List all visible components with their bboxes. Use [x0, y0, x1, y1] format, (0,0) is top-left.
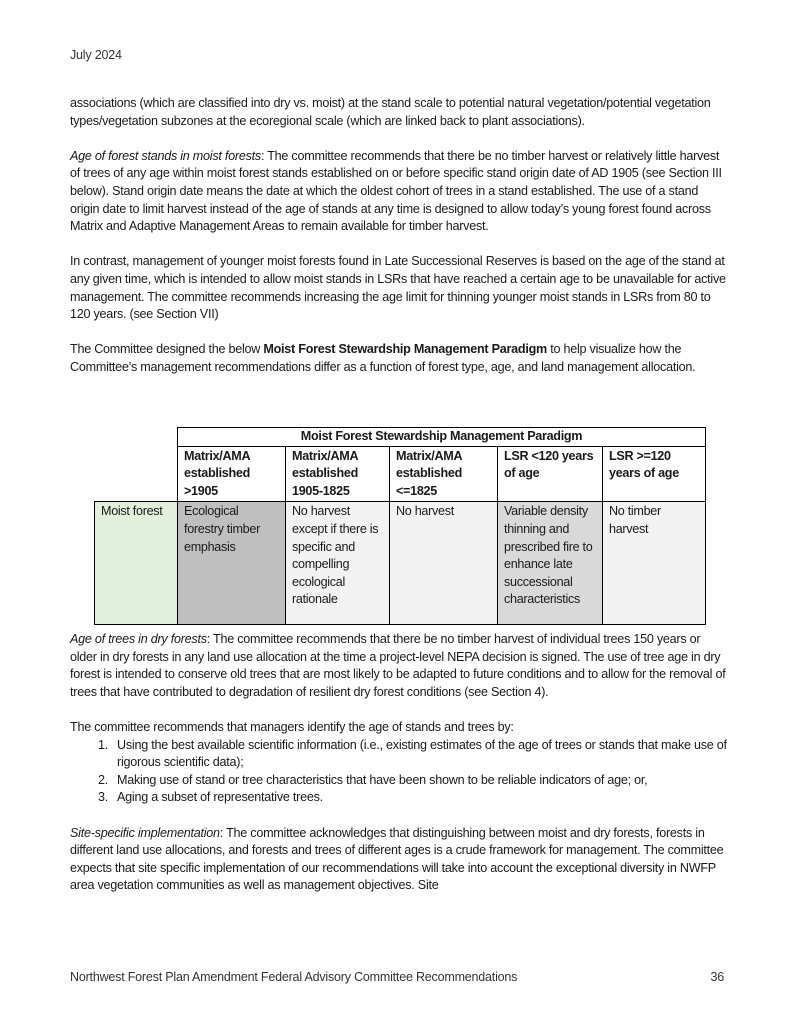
table-title: Moist Forest Stewardship Management Paradigm [178, 428, 706, 447]
paragraph-paradigm-intro: The Committee designed the below Moist Forest Stewardship Management Paradigm to help visualize how the Committee’s management recommendations differ as a function of forest type, age, and land management allocation. [70, 342, 696, 374]
table-title-row [95, 428, 706, 447]
column-header: Matrix/AMA established >1905 [178, 446, 286, 502]
page-footer [70, 970, 724, 984]
paragraph-lead-moist-stand-age: Age of forest stands in moist forests [70, 148, 261, 163]
list-item: 2. Making use of stand or tree characteristics that have been shown to be reliable indicators of age; or, [98, 772, 648, 787]
paradigm-table-wrapper [94, 427, 706, 625]
paragraph-identify-age: The committee recommends that managers identify the age of stands and trees by: [70, 719, 514, 734]
table-cell: No harvest [390, 502, 498, 625]
table-cell: No timber harvest [603, 502, 706, 625]
paragraph-moist-stand-age: Age of forest stands in moist forests: The committee recommends that there be no timber harvest or relatively little harvest of trees of any age within moist forest stands established on or before specific stand origin date of AD 1905 (see Section III below). Stand origin date means the date at which the oldest cohort of trees in a stand established. The use of a stand origin date to limit harvest instead of the age of stands at any time is designed to allow today’s young forest found across Matrix and Adaptive Management Areas to remain available for timber harvest. [70, 148, 722, 234]
list-item: 1. Using the best available scientific information (i.e., existing estimates of the age of trees or stands that make use of rigorous scientific data); [98, 737, 727, 770]
paragraph-lsr-management: In contrast, management of younger moist forests found in Late Successional Reserves is based on the age of the stand at any given time, which is intended to allow moist stands in LSRs that have reached a certain age to be unavailable for active management. The committee recommends increasing the age limit for thinning younger moist stands in LSRs from 80 to 120 years. (see Section VII) [70, 254, 726, 322]
header-date: July 2024 [70, 48, 122, 62]
table-cell: Variable density thinning and prescribed fire to enhance late successional characteristics [498, 502, 603, 625]
body-text [70, 95, 730, 394]
table-cell: No harvest except if there is specific and compelling ecological rationale [286, 502, 390, 625]
page-number: 36 [710, 970, 724, 984]
row-label: Moist forest [95, 502, 178, 625]
paradigm-table [94, 427, 706, 625]
paragraph-dry-tree-age: Age of trees in dry forests: The committee recommends that there be no timber harvest of individual trees 150 years or older in dry forests in any land use allocation at the time a project-level NEPA decision is signed. The use of tree age in dry forest is intended to conserve old trees that are most likely to be adapted to future conditions and to allow for the removal of trees that have contributed to degradation of resilient dry forest conditions (see Section 4). [70, 632, 726, 699]
paradigm-name: Moist Forest Stewardship Management Paradigm [263, 342, 547, 357]
footer-title: Northwest Forest Plan Amendment Federal Advisory Committee Recommendations [70, 970, 518, 984]
paragraph-lead-dry-tree-age: Age of trees in dry forests [70, 632, 207, 646]
column-header: Matrix/AMA established 1905-1825 [286, 446, 390, 502]
body-text-continued [70, 631, 730, 913]
column-header: Matrix/AMA established <=1825 [390, 446, 498, 502]
list-item: 3. Aging a subset of representative trees. [98, 790, 323, 805]
column-header: LSR <120 years of age [498, 446, 603, 502]
table-header-row [95, 446, 706, 502]
identify-age-list [70, 737, 730, 807]
table-row [95, 502, 706, 625]
column-header: LSR >=120 years of age [603, 446, 706, 502]
table-cell: Ecological forestry timber emphasis [178, 502, 286, 625]
paragraph-plant-associations: associations (which are classified into dry vs. moist) at the stand scale to potential natural vegetation/potential vegetation types/vegetation subzones at the ecoregional scale (which are linked back to plant associations). [70, 96, 711, 128]
paragraph-lead-site-specific: Site-specific implementation [70, 825, 220, 840]
paragraph-site-specific: Site-specific implementation: The committee acknowledges that distinguishing between moist and dry forests, forests in different land use allocations, and forests and trees of different ages is a crude framework for management. The committee expects that site specific implementation of our recommendations will take into account the exceptional diversity in NWFP area vegetation communities as well as management objectives. Site [70, 825, 724, 893]
